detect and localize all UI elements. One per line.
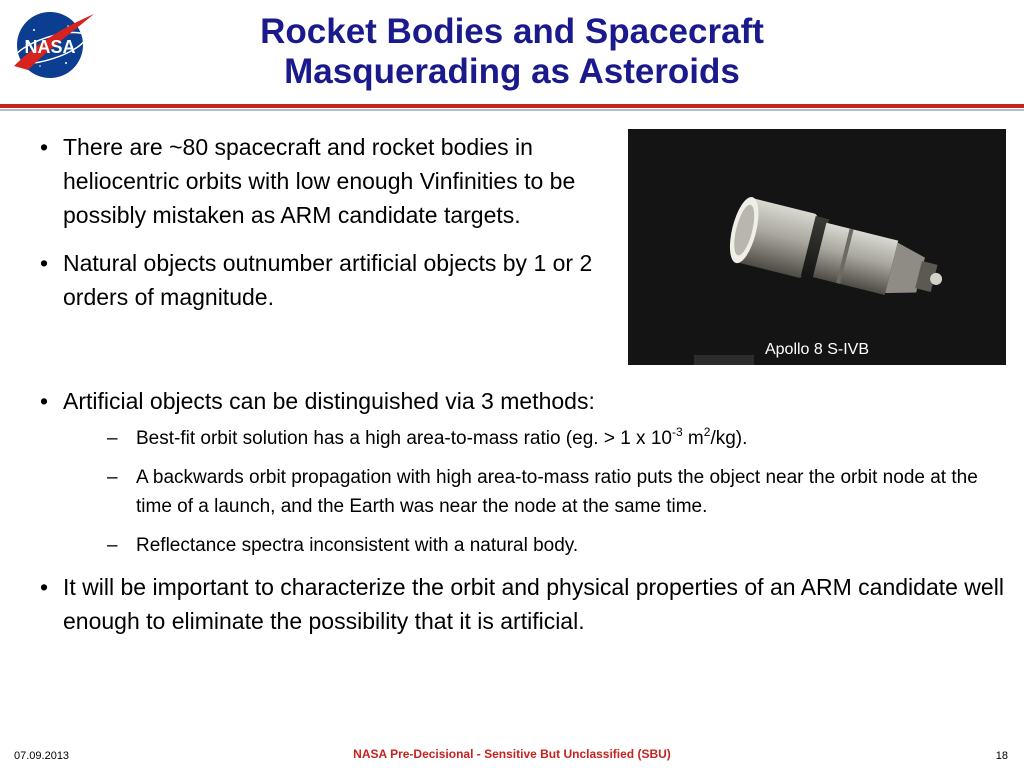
nasa-logo: [10, 8, 96, 80]
sub-bullet-marker: –: [107, 535, 118, 556]
bullet-marker: •: [40, 388, 49, 414]
exponent: -3: [671, 424, 683, 439]
title-divider-gray: [0, 109, 1024, 111]
methods-sub-list: [63, 424, 1005, 560]
nasa-logo-text: NASA: [24, 37, 76, 57]
apollo-photo: [628, 129, 1006, 365]
footer-classification: NASA Pre-Decisional - Sensitive But Unclassified (SBU): [353, 747, 671, 761]
bullet-spacecraft-count: [30, 130, 620, 232]
sub-bullet-marker: –: [107, 467, 118, 488]
bullet-marker: •: [40, 134, 49, 160]
sub-bullet-text: A backwards orbit propagation with high area-to-mass ratio puts the object near the orbit node at the time of a launch, and the Earth was near the node at the same time.: [136, 467, 978, 517]
exponent: 2: [703, 424, 711, 439]
bullet-methods: [30, 384, 1005, 560]
sub-bullet-reflectance: [63, 531, 1005, 560]
sub-bullet-marker: –: [107, 428, 118, 449]
bullet-text: It will be important to characterize the orbit and physical properties of an ARM candidate well enough to eliminate the possibility that it is artificial.: [63, 574, 1004, 634]
bullet-text: Natural objects outnumber artificial objects by 1 or 2 orders of magnitude.: [63, 250, 593, 310]
page-number: 18: [995, 750, 1008, 762]
rocket-stage-illustration: [628, 129, 1006, 365]
bullet-characterize: [30, 570, 1005, 638]
photo-caption: Apollo 8 S-IVB: [764, 341, 870, 358]
sub-bullet-text: Best-fit orbit solution has a high area-to-mass ratio (eg. > 1 x 10: [136, 428, 672, 449]
bullet-marker: •: [40, 574, 49, 600]
unit-text: m: [682, 428, 704, 449]
bullet-marker: •: [40, 250, 49, 276]
bullet-text: There are ~80 spacecraft and rocket bodies in heliocentric orbits with low enough Vinfinities to be possibly mistaken as ARM candidate targets.: [63, 134, 576, 228]
sub-bullet-text: Reflectance spectra inconsistent with a natural body.: [136, 535, 579, 556]
unit-text: /kg).: [710, 428, 748, 449]
title-line-2: Masquerading as Asteroids: [284, 52, 740, 91]
top-bullet-list: [30, 130, 620, 314]
title-divider-red: [0, 104, 1024, 108]
slide-title: [110, 12, 914, 92]
sub-bullet-area-to-mass: [63, 424, 1005, 453]
bottom-bullet-list: [30, 384, 1005, 638]
bullet-natural-objects: [30, 246, 620, 314]
sub-bullet-backwards-propagation: [63, 463, 1005, 521]
footer-date: 07.09.2013: [14, 750, 70, 762]
title-line-1: Rocket Bodies and Spacecraft: [260, 12, 764, 51]
bullet-text: Artificial objects can be distinguished via 3 methods:: [63, 388, 595, 414]
